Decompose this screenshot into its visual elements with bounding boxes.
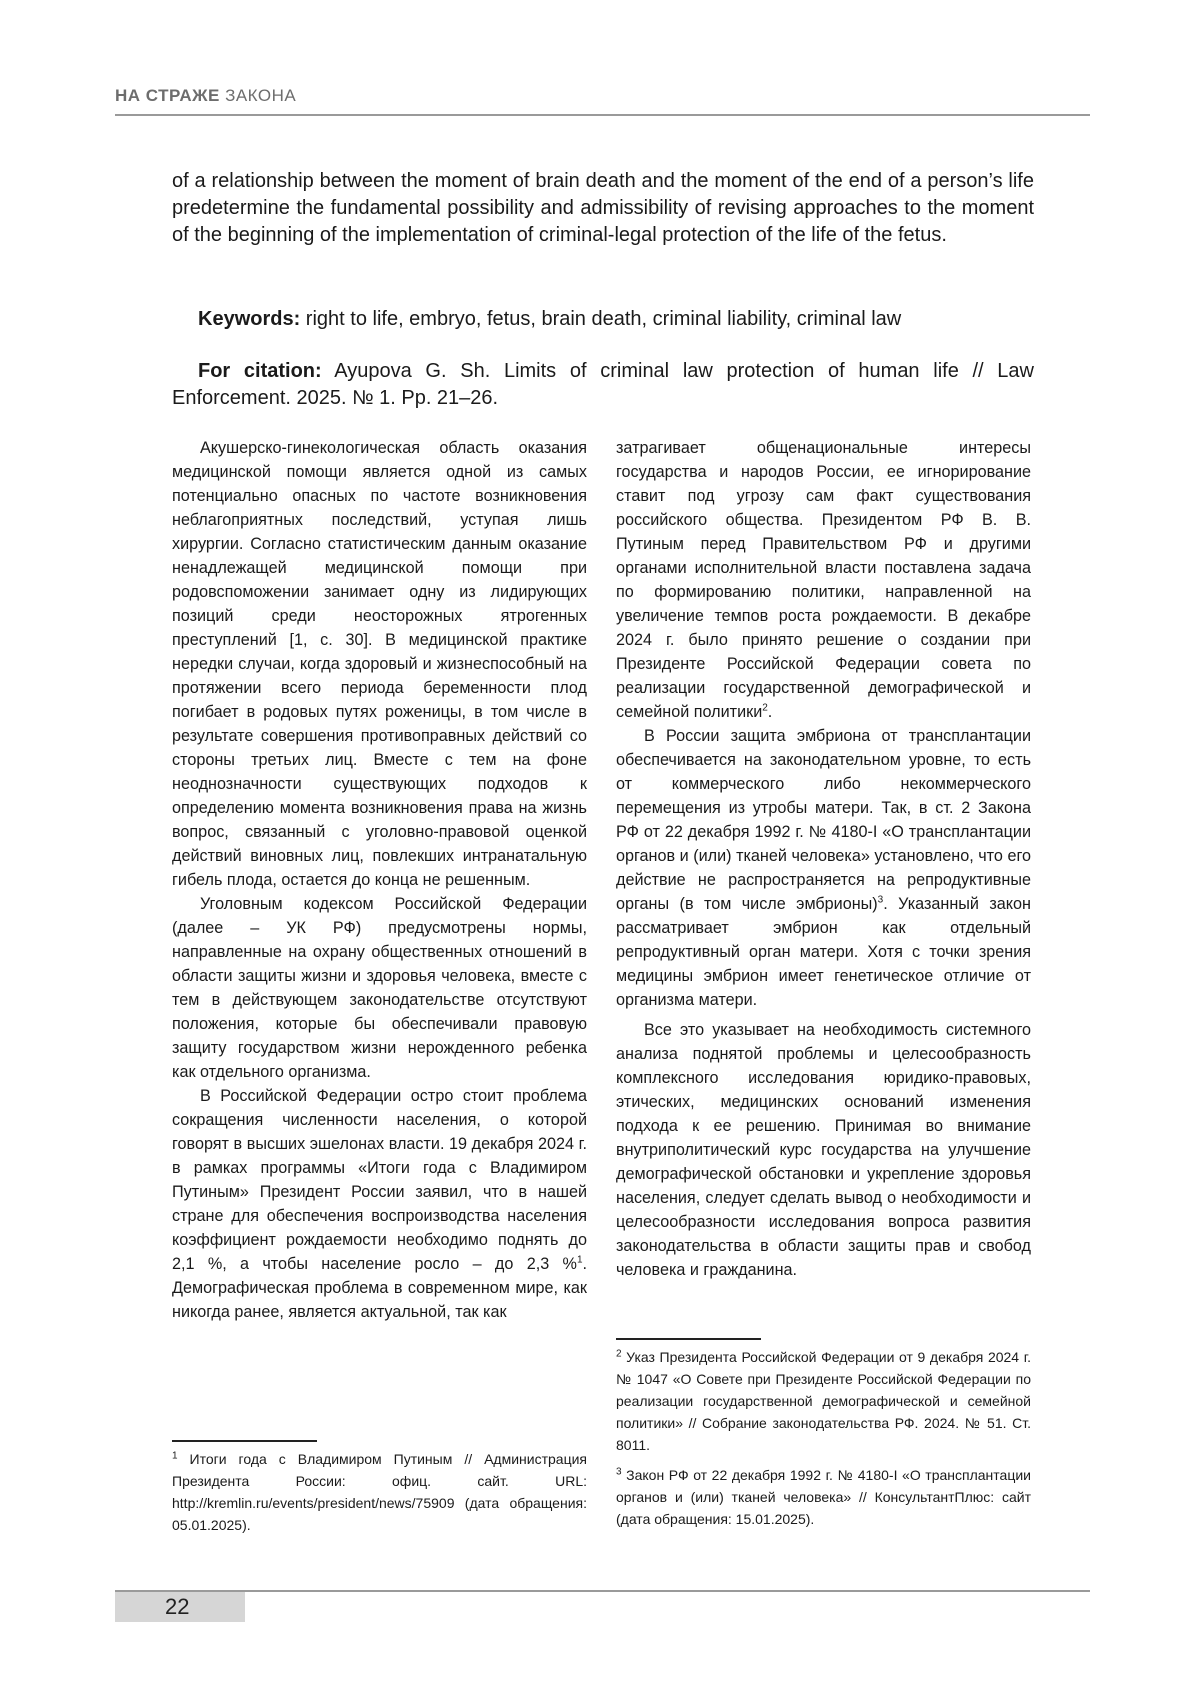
abstract-text: of a relationship between the moment of brain death and the moment of the end of a person’s life predetermine the fundamental possibility and admissibility of revising approaches to the moment of the beginning of the implementation of criminal-legal protection of the life of the fetus. bbox=[172, 170, 1034, 246]
right-column bbox=[616, 436, 1031, 1282]
footnote bbox=[172, 1448, 587, 1536]
footnote-ref: 3 bbox=[877, 894, 884, 906]
right-footnotes bbox=[616, 1346, 1031, 1538]
running-header bbox=[115, 86, 1087, 106]
paragraph: Уголовным кодексом Российской Федерации (далее – УК РФ) предусмотрены нормы, направленные на охрану общественных отношений в области защиты жизни и здоровья человека, вместе с тем в действующем законодательстве отсутствуют положения, которые бы обеспечивали правовую защиту государством жизни нерожденного ребенка как отдельного организма. bbox=[172, 895, 587, 1081]
footnote-ref: 1 bbox=[576, 1254, 583, 1266]
journal-title-bold: НА СТРАЖЕ bbox=[115, 86, 220, 105]
footnote bbox=[616, 1346, 1031, 1456]
paragraph bbox=[172, 1084, 587, 1324]
left-footnotes bbox=[172, 1448, 587, 1544]
citation bbox=[172, 358, 1034, 412]
footnote bbox=[616, 1464, 1031, 1530]
citation-text: Ayupova G. Sh. Limits of criminal law protection of human life // Law Enforcement. 2025. № 1. Pp. 21–26. bbox=[172, 360, 1034, 409]
footnote-text: Закон РФ от 22 декабря 1992 г. № 4180-I «О трансплантации органов и (или) тканей человека» // КонсультантПлюс: сайт (дата обращения: 15.01.2025). bbox=[616, 1467, 1031, 1527]
footnote-text: Итоги года с Владимиром Путиным // Администрация Президента России: офиц. сайт. URL: http://kremlin.ru/events/president/news/75909 (дата обращения: 05.01.2025). bbox=[172, 1451, 587, 1533]
keywords-label: Keywords: bbox=[198, 308, 301, 330]
footnote-divider bbox=[616, 1338, 761, 1340]
footnote-number: 1 bbox=[172, 1450, 178, 1462]
paragraph-text: . bbox=[767, 703, 773, 721]
paragraph bbox=[616, 436, 1031, 724]
paragraph-text: затрагивает общенациональные интересы государства и народов России, ее игнорирование ставит под угрозу сам факт существования российского общества. Президентом РФ В. В. Путиным перед Правительством РФ и другими органами исполнительной власти поставлена задача по формированию политики, направленной на увеличение темпов роста рождаемости. В декабре 2024 г. было принято решение о создании при Президенте Российской Федерации совета по реализации государственной демографической и семейной политики bbox=[616, 439, 1031, 721]
keywords bbox=[172, 306, 1034, 333]
citation-label: For citation: bbox=[198, 360, 322, 382]
paragraph-text: . Демографическая проблема в современном мире, как никогда ранее, является актуальной, так как bbox=[172, 1255, 587, 1321]
footer-divider bbox=[115, 1590, 1090, 1592]
paragraph-text: В России защита эмбриона от трансплантации обеспечивается на законодательном уровне, то есть от коммерческого либо некоммерческого перемещения из утробы матери. Так, в ст. 2 Закона РФ от 22 декабря 1992 г. № 4180-I «О трансплантации органов и (или) тканей человека» установлено, что его действие не распространяется на репродуктивные органы (в том числе эмбрионы) bbox=[616, 727, 1031, 913]
header-divider bbox=[115, 114, 1090, 116]
footnote-divider bbox=[172, 1440, 317, 1442]
journal-title bbox=[115, 86, 296, 105]
paragraph-text: . Указанный закон рассматривает эмбрион как отдельный репродуктивный орган матери. Хотя с точки зрения медицины эмбрион имеет генетическое отличие от организма матери. bbox=[616, 895, 1031, 1009]
left-column bbox=[172, 436, 587, 1324]
keywords-text: right to life, embryo, fetus, brain death, criminal liability, criminal law bbox=[300, 308, 902, 330]
paragraph: Акушерско-гинекологическая область оказания медицинской помощи является одной из самых потенциально опасных по частоте возникновения неблагоприятных последствий, уступая лишь хирургии. Согласно статистическим данным оказание ненадлежащей медицинской помощи при родовспоможении занимает одну из лидирующих позиций среди неосторожных ятрогенных преступлений [1, с. 30]. В медицинской практике нередки случаи, когда здоровый и жизнеспособный на протяжении всего периода беременности плод погибает в родовых путях роженицы, в том числе в результате совершения противоправных действий со стороны третьих лиц. Вместе с тем на фоне неоднозначности существующих подходов к определению момента возникновения права на жизнь вопрос, связанный с уголовно-правовой оценкой действий виновных лиц, повлекших интранатальную гибель плода, остается до конца не решенным. bbox=[172, 439, 587, 889]
footnote-number: 3 bbox=[616, 1466, 622, 1478]
paragraph bbox=[616, 724, 1031, 1012]
paragraph-text: В Российской Федерации остро стоит проблема сокращения численности населения, о которой говорят в высших эшелонах власти. 19 декабря 2024 г. в рамках программы «Итоги года с Владимиром Путиным» Президент России заявил, что в нашей стране для обеспечения воспроизводства населения коэффициент рождаемости необходимо поднять до 2,1 %, а чтобы население росло – до 2,3 % bbox=[172, 1087, 587, 1273]
footnote-number: 2 bbox=[616, 1348, 622, 1360]
footnote-ref: 2 bbox=[762, 702, 768, 714]
footnote-text: Указ Президента Российской Федерации от 9 декабря 2024 г. № 1047 «О Совете при Президенте Российской Федерации по реализации государственной демографической и семейной политики» // Собрание законодательства РФ. 2024. № 51. Ст. 8011. bbox=[616, 1349, 1031, 1453]
page-number: 22 bbox=[165, 1594, 190, 1619]
paragraph: Все это указывает на необходимость системного анализа поднятой проблемы и целесообразность комплексного исследования юридико-правовых, этических, медицинских оснований изменения подхода к ее решению. Принимая во внимание внутриполитический курс государства на улучшение демографической обстановки и укрепление здоровья населения, следует сделать вывод о необходимости и целесообразности исследования вопроса развития законодательства в области защиты прав и свобод человека и гражданина. bbox=[616, 1021, 1031, 1279]
journal-title-rest: ЗАКОНА bbox=[219, 86, 297, 105]
